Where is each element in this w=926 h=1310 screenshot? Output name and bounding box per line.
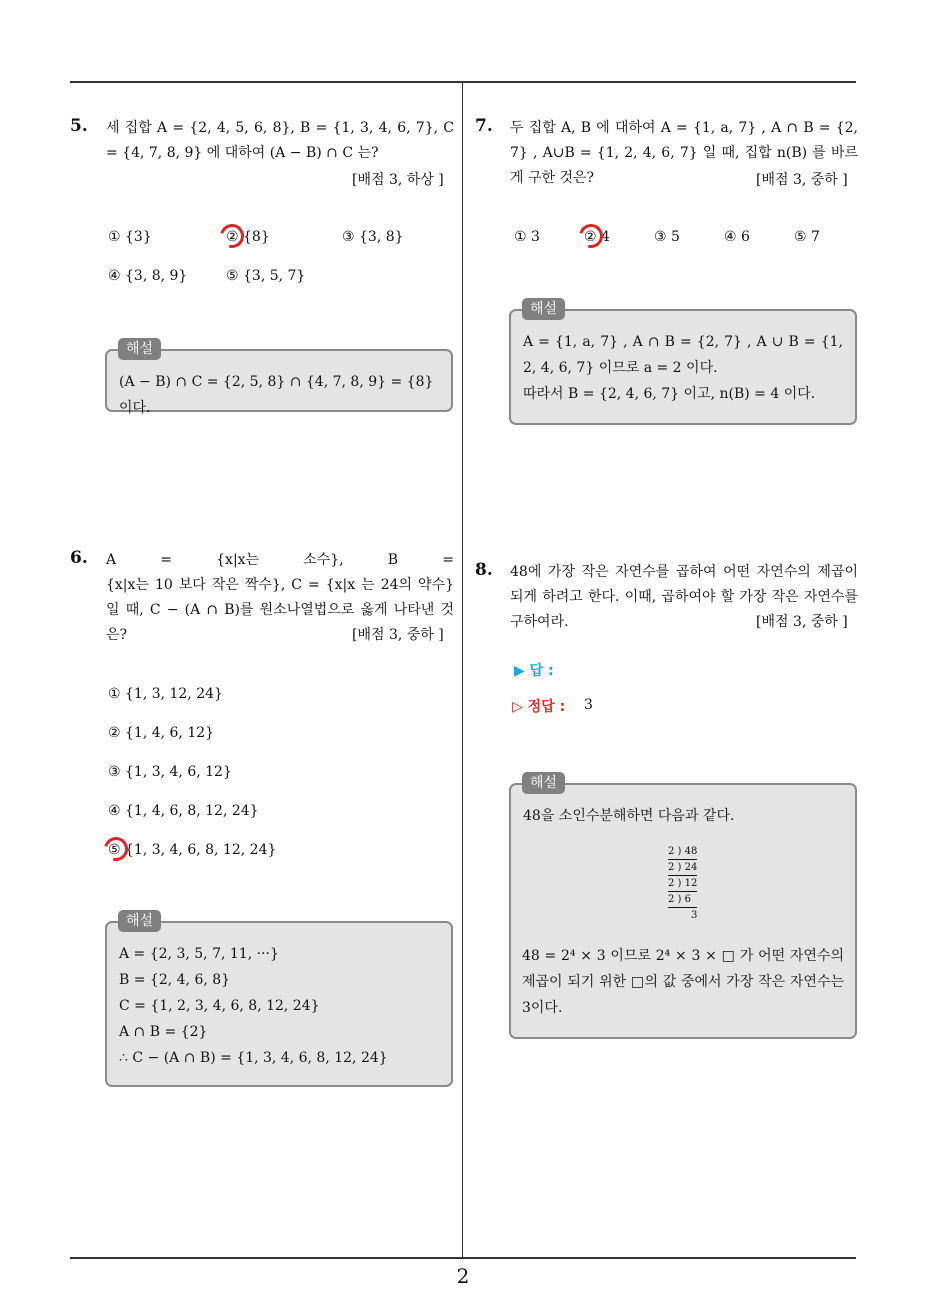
answer-mark-icon [100,833,133,866]
choice-3[interactable]: ③ {3, 8} [342,229,404,245]
choice-5[interactable]: ⑤ {3, 5, 7} [226,268,306,284]
division-step: 2 ) 12 [668,876,697,892]
explanation-tag: 해설 [118,910,161,932]
choice-1[interactable]: ① {1, 3, 12, 24} [108,686,223,702]
text-token: = [442,552,454,568]
answer-prompt: ▶ 답 : [514,663,554,679]
explanation-line: A = {2, 3, 5, 7, 11, ···} [119,946,279,962]
explanation-line: C = {1, 2, 3, 4, 6, 8, 12, 24} [119,998,320,1014]
choice-4[interactable]: ④ 6 [724,229,750,245]
explanation-line: (A − B) ∩ C = {2, 5, 8} ∩ {4, 7, 8, 9} = {8} 이다. [119,374,434,416]
column-divider [462,83,463,1259]
choice-3[interactable]: ③ 5 [654,229,680,245]
division-step: 2 ) 6 [668,892,697,908]
question-number: 6. [70,548,88,568]
choice-4[interactable]: ④ {3, 8, 9} [108,268,188,284]
explanation-tag: 해설 [118,338,161,360]
score-label: [배점 3, 중하 ] [756,614,848,630]
question-text-line1 [106,548,454,573]
question-text: 두 집합 A, B 에 대하여 A = {1, a, 7} , A ∩ B = {2, 7} , A∪B = {1, 2, 4, 6, 7} 일 때, 집합 n(B) 를 바르게 구한 것은? [510,120,858,186]
page-number: 2 [456,1264,470,1288]
choice-2[interactable]: ② 4 [584,229,610,245]
correct-value: 3 [584,697,593,713]
explanation-line: A = {1, a, 7} , A ∩ B = {2, 7} , A ∪ B = {1, 2, 4, 6, 7} 이므로 a = 2 이다. [523,334,843,376]
score-label: [배점 3, 중하 ] [756,172,848,188]
question-text: 48에 가장 작은 자연수를 곱하여 어떤 자연수의 제곱이 되게 하려고 한다. 이때, 곱하여야 할 가장 작은 자연수를 구하여라. [510,564,858,630]
explanation-intro: 48을 소인수분해하면 다음과 같다. [523,808,735,824]
question-number: 8. [475,560,493,580]
answer-mark-icon [575,220,608,253]
explanation-line: 따라서 B = {2, 4, 6, 7} 이고, n(B) = 4 이다. [523,386,816,402]
division-result: 3 [690,910,698,921]
bottom-rule [70,1257,856,1259]
text-token: A [106,552,117,568]
text-token: = [160,552,172,568]
explanation-box [509,309,857,425]
choice-5[interactable]: ⑤ {1, 3, 4, 6, 8, 12, 24} [108,842,277,858]
choice-5[interactable]: ⑤ 7 [794,229,820,245]
explanation-line: ∴ C − (A ∩ B) = {1, 3, 4, 6, 8, 12, 24} [119,1050,388,1066]
text-token: B [387,552,399,568]
question-text: {x|x는 10 보다 작은 짝수}, C = {x|x 는 24의 약수} 일 때, C − (A ∩ B)를 원소나열법으로 옳게 나타낸 것은? [106,577,454,643]
explanation-outro: 48 = 2⁴ × 3 이므로 2⁴ × 3 × □ 가 어떤 자연수의 제곱이 되기 위한 □의 값 중에서 가장 작은 자연수는 3이다. [522,948,844,1016]
explanation-box [105,921,453,1087]
choice-4[interactable]: ④ {1, 4, 6, 8, 12, 24} [108,803,259,819]
question-number: 5. [70,116,88,136]
explanation-tag: 해설 [522,298,565,320]
score-label: [배점 3, 하상 ] [352,172,444,188]
division-step: 2 ) 48 [668,844,697,860]
division-step: 2 ) 24 [668,860,697,876]
explanation-line: B = {2, 4, 6, 8} [119,972,231,988]
question-number: 7. [475,116,493,136]
choice-1[interactable]: ① {3} [108,229,152,245]
choice-1[interactable]: ① 3 [514,229,540,245]
explanation-tag: 해설 [522,772,565,794]
choice-2[interactable]: ② {1, 4, 6, 12} [108,725,215,741]
top-rule [70,81,856,83]
division-table [668,844,697,923]
score-label: [배점 3, 중하 ] [352,627,444,643]
question-text: 세 집합 A = {2, 4, 5, 6, 8}, B = {1, 3, 4, 6, 7}, C = {4, 7, 8, 9} 에 대하여 (A − B) ∩ C 는? [106,120,454,161]
explanation-line: A ∩ B = {2} [119,1024,208,1040]
answer-mark-icon [216,220,249,253]
correct-label: ▷ 정답 : [512,699,566,715]
choice-3[interactable]: ③ {1, 3, 4, 6, 12} [108,764,232,780]
text-token: 소수}, [303,552,344,568]
text-token: {x|x는 [216,552,260,568]
choice-2[interactable]: ② {8} [226,229,270,245]
